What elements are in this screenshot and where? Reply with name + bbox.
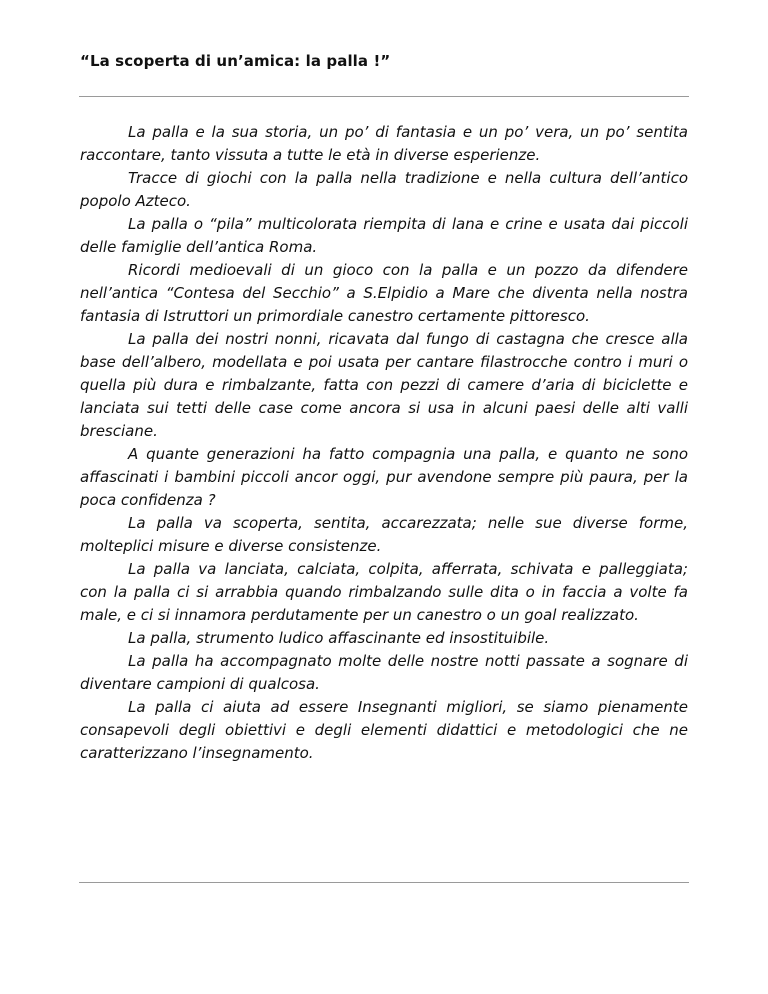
paragraph: La palla va lanciata, calciata, colpita, afferrata, schivata e palleggiata; con la palla ci si arrabbia quando rimbalzando sulle dita o in faccia a volte fa male, e ci si innamora perdutamente per un canestro o un goal realizzato. xyxy=(80,560,688,624)
paragraph: La palla, strumento ludico affascinante ed insostituibile. xyxy=(128,629,550,647)
top-divider xyxy=(79,96,689,97)
paragraph: Tracce di giochi con la palla nella tradizione e nella cultura dell’antico popolo Azteco. xyxy=(80,169,688,210)
document-body xyxy=(80,121,688,765)
paragraph: La palla dei nostri nonni, ricavata dal fungo di castagna che cresce alla base dell’albero, modellata e poi usata per cantare filastrocche contro i muri o quella più dura e rimbalzante, fatta con pezzi di camere d’aria di biciclette e lanciata sui tetti delle case come ancora si usa in alcuni paesi delle alti valli bresciane. xyxy=(80,330,688,440)
paragraph: Ricordi medioevali di un gioco con la palla e un pozzo da difendere nell’antica “Contesa del Secchio” a S.Elpidio a Mare che diventa nella nostra fantasia di Istruttori un primordiale canestro certamente pittoresco. xyxy=(80,261,688,325)
paragraph: La palla e la sua storia, un po’ di fantasia e un po’ vera, un po’ sentita raccontare, tanto vissuta a tutte le età in diverse esperienze. xyxy=(80,123,688,164)
bottom-divider xyxy=(79,882,689,883)
document-title: “La scoperta di un’amica: la palla !” xyxy=(80,52,391,70)
paragraph: A quante generazioni ha fatto compagnia una palla, e quanto ne sono affascinati i bambini piccoli ancor oggi, pur avendone sempre più paura, per la poca confidenza ? xyxy=(80,445,688,509)
paragraph: La palla o “pila” multicolorata riempita di lana e crine e usata dai piccoli delle famiglie dell’antica Roma. xyxy=(80,215,688,256)
paragraph: La palla va scoperta, sentita, accarezzata; nelle sue diverse forme, molteplici misure e diverse consistenze. xyxy=(80,514,688,555)
paragraph: La palla ha accompagnato molte delle nostre notti passate a sognare di diventare campioni di qualcosa. xyxy=(80,652,688,693)
paragraph: La palla ci aiuta ad essere Insegnanti migliori, se siamo pienamente consapevoli degli obiettivi e degli elementi didattici e metodologici che ne caratterizzano l’insegnamento. xyxy=(80,698,688,762)
